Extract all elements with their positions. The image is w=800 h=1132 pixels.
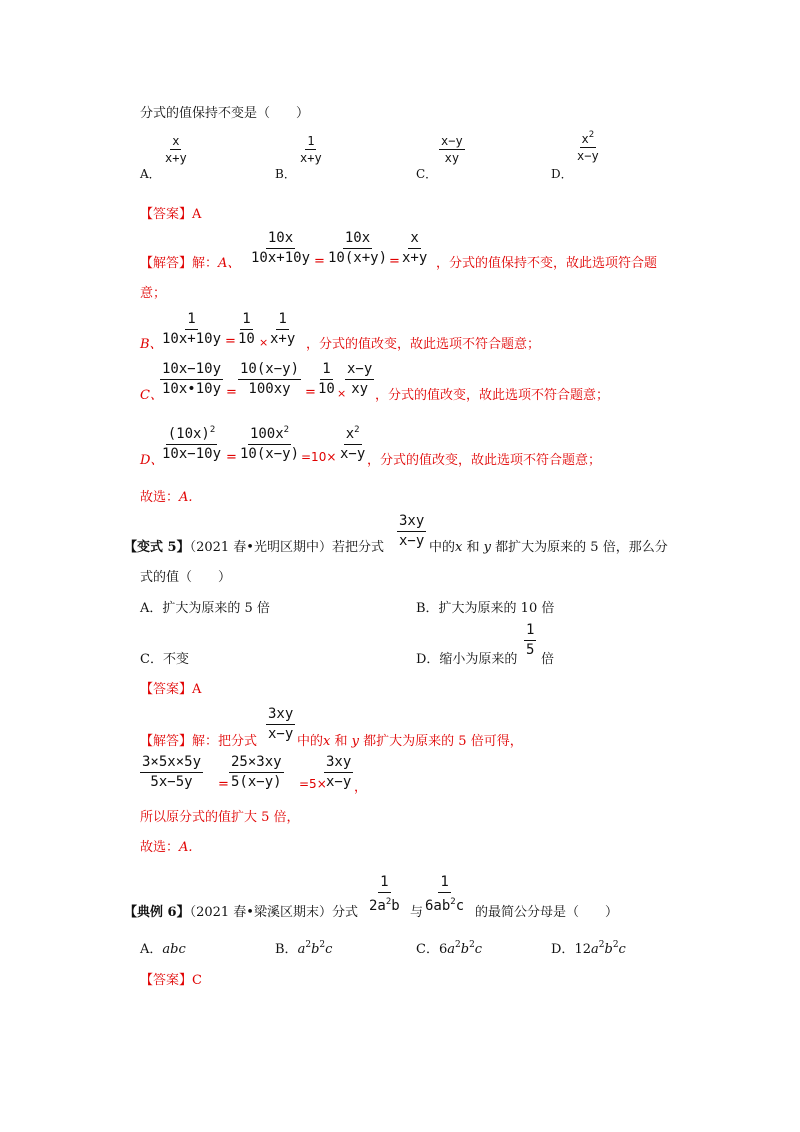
solution-d-fraction-1: $\frac{(10x)^2}{10x-10y}$ [160,422,223,463]
example-6-and: 与 [410,905,424,920]
solution-a-fraction-2: $\frac{10x}{10(x+y)}$ [328,230,388,266]
option-b-label: B． [275,167,296,181]
multiplier: =10× [301,450,337,464]
example-6-fraction-1: $\frac{1}{2a^2b}$ [369,874,400,914]
variant-5-solution: 【解答】解：把分式 [140,734,258,749]
times-sign: × [259,336,269,349]
option-d-label: D． [551,167,573,181]
variant-5-solution-rest: 中的x 和 y 都扩大为原来的 5 倍可得， [297,734,523,749]
example-6-option-c: C．$6a^2b^2c$ [416,940,483,957]
variant-5-option-d: D．缩小为原来的 [416,652,518,667]
solution-d-fraction-3: $\frac{x^2}{x-y}$ [338,422,367,463]
times-sign: × [337,387,347,400]
solution-d-tail: ，分式的值改变，故此选项不符合题意； [367,453,602,468]
solution-c-fraction-1: $\frac{10x-10y}{10x•10y}$ [162,361,222,397]
solution-a-fraction-1: $\frac{10x}{10x+10y}$ [251,230,311,266]
answer-line: 【答案】A [140,207,202,222]
solution-a-prefix: 【解答】解：A、 [140,256,241,271]
variant-5-question-rest: 中的x 和 y 都扩大为原来的 5 倍，那么分 [429,540,668,555]
solution-b-option: B、 [140,337,163,352]
solution-b-tail: ，分式的值改变，故此选项不符合题意； [306,337,541,352]
variant-5-expr-fraction-1: $\frac{3\times 5x\times 5y}{5x-5y}$ [142,754,202,790]
variant-5-question: 【变式 5】（2021 春•光明区期中）若把分式 [124,540,384,555]
variant-5-option-c: C．不变 [140,652,189,667]
solution-d-option: D、 [140,453,164,468]
equals-sign: = [226,385,237,400]
option-d-fraction: $\frac{x^2}{x-y}$ [577,130,599,163]
variant-5-fraction: $\frac{3xy}{x-y}$ [399,513,425,549]
option-b-fraction: $\frac{1}{x+y}$ [300,134,322,165]
solution-c-fraction-4: $\frac{x-y}{xy}$ [347,361,373,397]
equals-sign: = [305,385,316,400]
example-6-option-b: B．$a^2b^2c$ [275,940,333,957]
variant-5-option-b: B．扩大为原来的 10 倍 [416,601,555,616]
option-a-label: A． [140,167,161,181]
multiplier: =5× [299,777,327,791]
solution-c-fraction-2: $\frac{10(x-y)}{100xy}$ [240,361,300,397]
example-6-question: 【典例 6】（2021 春•梁溪区期末）分式 [124,905,358,920]
variant-5-expr-fraction-2: $\frac{25\times 3xy}{5(x-y)}$ [231,754,282,790]
equals-sign: = [218,777,229,792]
example-6-option-d: D．$12a^2b^2c$ [551,940,626,957]
variant-5-option-d-suffix: 倍 [541,652,555,667]
equals-sign: = [314,254,325,269]
solution-a-tail-2: 意； [140,286,167,301]
example-6-answer: 【答案】C [140,973,202,988]
variant-5-question-line-2: 式的值（ ） [140,570,232,585]
option-c-label: C． [416,167,438,181]
variant-5-option-a: A．扩大为原来的 5 倍 [140,601,270,616]
example-6-question-rest: 的最简公分母是（ ） [475,905,619,920]
variant-5-expr-fraction-3: $\frac{3xy}{x-y}$ [326,754,352,790]
choose-line: 故选：A. [140,490,193,505]
variant-5-option-d-fraction: $\frac{1}{5}$ [526,622,535,658]
solution-c-option: C、 [140,388,163,403]
solution-b-fraction-3: $\frac{1}{x+y}$ [270,311,296,347]
solution-c-fraction-3: $\frac{1}{10}$ [318,361,335,397]
solution-d-fraction-2: $\frac{100x^2}{10(x-y)}$ [238,422,301,463]
solution-a-tail: ，分式的值保持不变，故此选项符合题 [436,256,658,271]
solution-a-fraction-3: $\frac{x}{x+y}$ [402,230,428,266]
variant-5-solution-fraction: $\frac{3xy}{x-y}$ [268,706,294,742]
equals-sign: = [226,450,237,465]
solution-b-fraction-2: $\frac{1}{10}$ [238,311,255,347]
variant-5-expr-tail: ， [354,780,368,795]
example-6-fraction-2: $\frac{1}{6ab^2c}$ [425,874,465,914]
equals-sign: = [389,254,400,269]
solution-b-fraction-1: $\frac{1}{10x+10y}$ [162,311,222,347]
example-6-option-a: A．abc [140,942,186,957]
equals-sign: = [225,334,236,349]
variant-5-choose: 故选：A. [140,840,193,855]
question-intro: 分式的值保持不变是（ ） [140,106,310,121]
variant-5-conclusion: 所以原分式的值扩大 5 倍， [140,810,300,825]
option-a-fraction: $\frac{x}{x+y}$ [165,134,187,165]
variant-5-answer: 【答案】A [140,682,202,697]
option-c-fraction: $\frac{x-y}{xy}$ [441,134,463,165]
solution-c-tail: ，分式的值改变，故此选项不符合题意； [375,388,610,403]
